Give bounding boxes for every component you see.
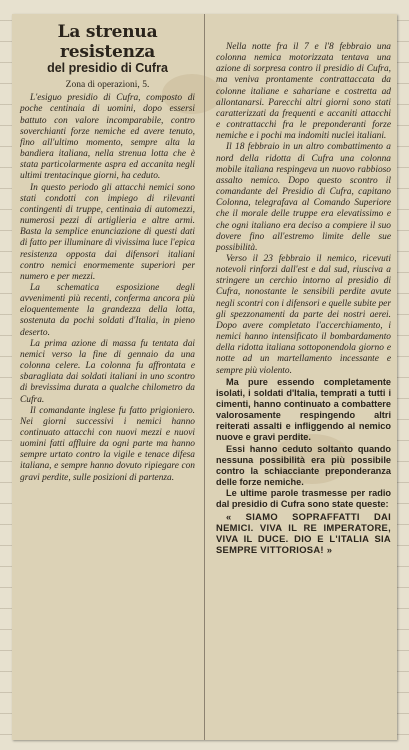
headline: La strenua resistenza (57, 22, 158, 62)
subheadline: del presidio di Cufra (47, 61, 168, 75)
paragraph: L'esiguo presidio di Cufra, composto di poche centinaia di uomini, dopo essersi battuto con valore incomparabile, contro soverchianti forze nemiche ed avere tenuto, fino all'ultimo momento, sempre alta la bandiera italiana, nella strenua lotta che è stata particolarmente aspra ed accanita negli ultimi trentacinque giorni, ha ceduto. (20, 93, 195, 182)
final-quote: « SIAMO SOPRAFFATTI DAI NEMICI. VIVA IL RE IMPERATORE, VIVA IL DUCE. DIO E L'ITALIA SIA SEMPRE VITTORIOSA! » (216, 510, 391, 556)
right-column (206, 14, 397, 740)
paragraph: Essi hanno ceduto soltanto quando nessuna possibilità era più possibile contro la schiacciante preponderanza delle forze nemiche. (216, 443, 391, 488)
dateline-day: 5. (142, 80, 150, 91)
paragraph: Il comandante inglese fu fatto prigioniero. Nei giorni successivi i nemici hanno continuato attacchi con nuovi mezzi e nuovi uomini fatti affluire da ogni parte ma hanno sempre urtato contro la vigile e tenace difesa italiana, e sempre hanno dovuto ripiegare con gravi perdite, sulle posizioni di partenza. (20, 405, 195, 483)
paragraph: In questo periodo gli attacchi nemici sono stati condotti con impiego di rilevanti contingenti di truppe, centinaia di automezzi, numerosi pezzi di artiglieria e altre armi. Basta la semplice enunciazione di questi dati di fatto per illuminare di vivissima luce l'epica resistenza opposta dai difensori italiani contro nemici enormemente superiori per numero e per mezzi. (20, 182, 195, 282)
dateline (20, 80, 195, 91)
left-column (12, 14, 203, 740)
dateline-label: Zona di operazioni, (65, 80, 140, 91)
paragraph: Ma pure essendo completamente isolati, i soldati d'Italia, temprati a tutti i cimenti, hanno continuato a combattere valorosamente respingendo altri reiterati assalti e infliggendo al nemico nuove e gravi perdite. (216, 376, 391, 443)
column-divider (204, 14, 205, 740)
paragraph: Verso il 23 febbraio il nemico, ricevuti notevoli rinforzi dall'est e dal sud, riusciva a stringere un cerchio intorno al presidio di Cufra, nonostante le sensibili perdite avute negli scontri con i difensori e quelle subite per gli spezzonamenti da parte dei nostri aerei. Dopo avere completato l'accerchiamento, i nemici hanno intensificato il bombardamento della ridotta italiana sottoponendola giorno e notte ad un martellamento incessante e sempre più violento. (216, 253, 391, 376)
paragraph: La schematica esposizione degli avvenimenti più recenti, conferma ancora più eloquentemente la grandezza della lotta, sostenuta da pochi soldati d'Italia, in pieno deserto. (20, 282, 195, 338)
paragraph: Il 18 febbraio in un altro combattimento a nord della ridotta di Cufra una colonna mobile italiana respingeva un nuovo rabbioso assalto nemico. Dopo questo scontro il comandante del Presidio di Cufra, capitano Colonna, telegrafava al Comando Superiore che il morale delle truppe era elevatissimo e che ogni italiano era deciso a compiere il suo dovere fino all'estremo limite delle sue possibilità. (216, 142, 391, 253)
paragraph: Le ultime parole trasmesse per radio dal presidio di Cufra sono state queste: (216, 488, 391, 510)
paragraph: Nella notte fra il 7 e l'8 febbraio una colonna nemica motorizzata tentava una azione di sorpresa contro il presidio di Cufra, ma veniva prontamente contrattaccata da colonne italiane e sahariane e costretta ad allontanarsi. Parecchi altri giorni sono stati caratterizzati da frequenti e accaniti attacchi e contrattacchi fra le preponderanti forze nemiche e i pochi ma indomiti nuclei italiani. (216, 42, 391, 142)
paragraph: La prima azione di massa fu tentata dai nemici verso la fine di gennaio da una colonna celere. La colonna fu affrontata e sbaragliata dai soldati italiani in uno scontro di brevissima durata a qualche chilometro da Cufra. (20, 338, 195, 405)
newspaper-clipping (12, 14, 397, 740)
